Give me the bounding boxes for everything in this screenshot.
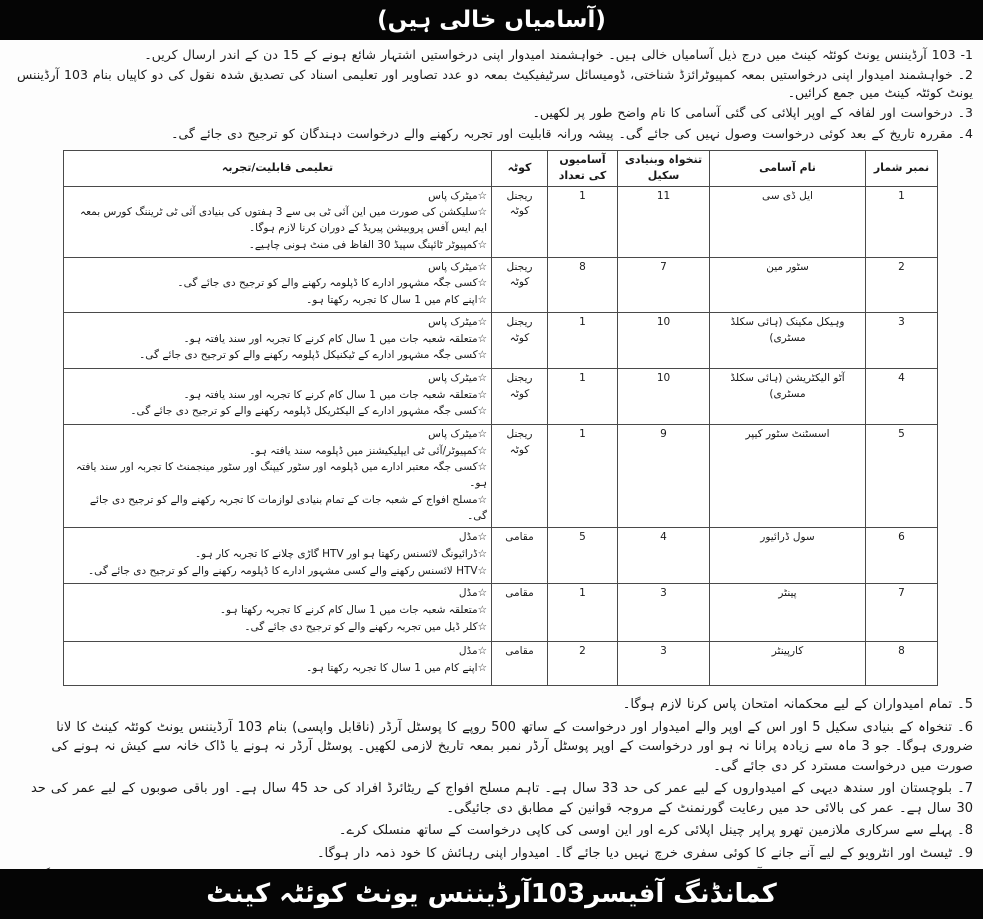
table-row [64,584,938,642]
qualification-line: ☆متعلقہ شعبہ جات میں 1 سال کام کرنے کا تجربہ اور سند یافتہ ہو۔ [183,388,487,401]
cell-pay-scale: 9 [618,424,710,528]
cell-pay-scale: 3 [618,584,710,642]
cell-post-name: کارپینٹر [710,642,866,686]
cell-quota: مقامی [492,642,548,686]
cell-serial: 8 [866,642,938,686]
table-row [64,642,938,686]
qualification-line: ☆میٹرک پاس [428,260,487,273]
note-1: 1- 103 آرڈیننس یونٹ کوئٹہ کینٹ میں درج ذیل آسامیاں خالی ہیں۔ خواہشمند امیدوار اپنی درخواستیں اشتہار شائع ہونے کے 15 دن کے اندر ارسال کریں۔ [144,47,973,62]
cell-qualifications [64,186,492,257]
table-row [64,257,938,312]
cell-qualifications [64,257,492,312]
cell-quota: ریجنل کوٹہ [492,312,548,368]
table-row [64,312,938,368]
cell-posts-count: 1 [548,424,618,528]
qualification-line: ☆میٹرک پاس [428,427,487,440]
cell-quota: ریجنل کوٹہ [492,186,548,257]
table-row [64,368,938,424]
cell-posts-count: 1 [548,186,618,257]
cell-quota: ریجنل کوٹہ [492,368,548,424]
note-2: 2۔ خواہشمند امیدوار اپنی درخواستیں بمعہ کمپیوٹرائزڈ شناختی، ڈومیسائل سرٹیفیکیٹ بمعہ دو عدد تصاویر اور تعلیمی اسناد کی تصدیق شدہ نقول کی دو کاپیاں بنام 103 آرڈیننس یونٹ کوئٹہ کینٹ میں جمع کرائیں۔ [17,67,973,101]
cell-qualifications [64,584,492,642]
cell-pay-scale: 3 [618,642,710,686]
cell-qualifications [64,312,492,368]
qualification-line: ☆کسی جگہ مشہور ادارے کے الیکٹریکل ڈپلومہ رکھنے والے کو ترجیح دی جائے گی۔ [130,405,487,418]
advert-footer-banner [0,869,983,919]
cell-serial: 4 [866,368,938,424]
header-posts-count: آسامیوں کی تعداد [548,150,618,186]
cell-post-name: سٹور مین [710,257,866,312]
qualification-line: ☆میٹرک پاس [428,371,487,384]
vacancies-table [63,150,938,687]
qualification-line: ☆کسی جگہ معتبر ادارے میں ڈپلومہ اور سٹور کیپنگ اور سٹور مینجمنٹ کا تجربہ اور سند یافتہ ہو۔ [76,461,487,490]
cell-post-name: پینٹر [710,584,866,642]
note-3: 3۔ درخواست اور لفافہ کے اوپر اپلائی کی گئی آسامی کا نام واضح طور پر لکھیں۔ [532,105,973,121]
cell-quota: مقامی [492,584,548,642]
header-post-name: نام آسامی [710,150,866,186]
cell-posts-count: 1 [548,584,618,642]
cell-post-name: ایل ڈی سی [710,186,866,257]
header-serial: نمبر شمار [866,150,938,186]
cell-post-name: وہیکل مکینک (ہائی سکلڈ مسٹری) [710,312,866,368]
qualification-line: ☆کسی جگہ مشہور ادارے کا ڈپلومہ رکھنے والے کو ترجیح دی جائے گی۔ [177,277,487,290]
qualification-line: ☆میٹرک پاس [428,315,487,328]
cell-posts-count: 1 [548,368,618,424]
cell-serial: 1 [866,186,938,257]
qualification-line: ☆مڈل [458,645,487,658]
cell-posts-count: 1 [548,312,618,368]
qualification-line: ☆متعلقہ شعبہ جات میں 1 سال کام کرنے کا تجربہ رکھتا ہو۔ [219,604,487,617]
qualification-line: ☆کمپیوٹر/آئی ٹی ایپلیکیشنز میں ڈپلومہ سند یافتہ ہو۔ [249,444,487,457]
issuing-authority: کمانڈنگ آفیسر103آرڈیننس یونٹ کوئٹہ کینٹ [206,879,777,909]
qualification-line: ☆مسلح افواج کے شعبہ جات کے تمام بنیادی لوازمات کا تجربہ رکھنے والے کو ترجیح دی جائے گی۔ [89,493,487,522]
note-4: 4۔ مقررہ تاریخ کے بعد کوئی درخواست وصول نہیں کی جائے گی۔ پیشہ ورانہ قابلیت اور تجربہ رکھنے والے درخواست دہندگان کو ترجیح دی جائے گی۔ [171,125,973,141]
instructions-top [0,40,983,147]
qualification-line: ☆میٹرک پاس [428,189,487,202]
qualification-line: ☆HTV لائسنس رکھنے والے کسی مشہور ادارے کا ڈپلومہ رکھنے والے کو ترجیح دی جائے گی۔ [87,564,487,577]
cell-serial: 2 [866,257,938,312]
note-7: 7۔ بلوچستان اور سندھ دیہی کے امیدواروں کے لیے عمر کی حد 33 سال ہے۔ تاہم مسلح افواج کے ریٹائرڈ افراد کی حد 45 سال ہے۔ اور باقی صوبوں کے لیے عمر کی حد 30 سال ہے۔ عمر کی بالائی حد میں رعایت گورنمنٹ کے مروجہ قوانین کے مطابق دی جائیگی۔ [30,781,973,816]
qualification-line: ☆سلیکشن کی صورت میں این آئی ٹی بی سے 3 ہفتوں کی بنیادی آئی ٹی ٹریننگ کورس بمعہ ایم ایس آفس پروبیشن پیریڈ کے دوران کرنا لازم ہوگا۔ [79,206,487,235]
advert-header-banner [0,0,983,40]
note-9: 9۔ ٹیسٹ اور انٹرویو کے لیے آنے جانے کا کوئی سفری خرچ نہیں دیا جائے گا۔ امیدوار اپنی رہائش کا خود ذمہ دار ہوگا۔ [316,845,973,861]
table-row [64,528,938,584]
cell-serial: 7 [866,584,938,642]
cell-qualifications [64,368,492,424]
cell-pay-scale: 4 [618,528,710,584]
cell-serial: 3 [866,312,938,368]
cell-quota: ریجنل کوٹہ [492,424,548,528]
cell-posts-count: 5 [548,528,618,584]
qualification-line: ☆ڈرائیونگ لائسنس رکھتا ہو اور HTV گاڑی چلانے کا تجربہ کار ہو۔ [195,548,487,561]
cell-qualifications [64,642,492,686]
cell-pay-scale: 7 [618,257,710,312]
cell-post-name: سول ڈرائیور [710,528,866,584]
instructions-bottom [0,691,983,891]
header-quota: کوٹہ [492,150,548,186]
qualification-line: ☆کلر ڈیل میں تجربہ رکھنے والے کو ترجیح دی جائے گی۔ [244,620,487,633]
cell-post-name: آٹو الیکٹریشن (ہائی سکلڈ مسٹری) [710,368,866,424]
qualification-line: ☆کسی جگہ مشہور ادارے کے ٹیکنیکل ڈپلومہ رکھنے والے کو ترجیح دی جائے گی۔ [139,349,487,362]
qualification-line: ☆اپنے کام میں 1 سال کا تجربہ رکھتا ہو۔ [306,294,487,307]
cell-serial: 6 [866,528,938,584]
cell-posts-count: 8 [548,257,618,312]
cell-qualifications [64,528,492,584]
qualification-line: ☆مڈل [458,531,487,544]
cell-pay-scale: 11 [618,186,710,257]
cell-serial: 5 [866,424,938,528]
cell-quota: مقامی [492,528,548,584]
note-6: 6۔ تنخواہ کے بنیادی سکیل 5 اور اس کے اوپر والے امیدوار اور درخواست کے ساتھ 500 روپے کا پوسٹل آرڈر (ناقابل واپسی) بنام 103 آرڈیننس یونٹ کوئٹہ کینٹ کا لانا ضروری ہوگا۔ جو 3 ماہ سے زیادہ پرانا نہ ہو اور درخواست کے اوپر پوسٹل آرڈر نمبر بمعہ تاریخ لازمی لکھیں۔ پوسٹل آرڈر نہ ہونے یا ڈاک خانہ سے کیش نہ ہونے کی صورت میں درخواست مسترد کر دی جائے گی۔ [51,719,973,774]
cell-post-name: اسسٹنٹ سٹور کیپر [710,424,866,528]
note-5: 5۔ تمام امیدواران کے لیے محکمانہ امتحان پاس کرنا لازم ہوگا۔ [622,697,973,713]
qualification-line: ☆مڈل [458,587,487,600]
cell-pay-scale: 10 [618,368,710,424]
cell-qualifications [64,424,492,528]
cell-quota: ریجنل کوٹہ [492,257,548,312]
note-8: 8۔ پہلے سے سرکاری ملازمین تھرو پراپر چینل اپلائی کرے اور این اوسی کی کاپی درخواست کے ساتھ منسلک کرے۔ [338,823,973,839]
header-pay-scale: تنخواہ وبنیادی سکیل [618,150,710,186]
cell-pay-scale: 10 [618,312,710,368]
cell-posts-count: 2 [548,642,618,686]
qualification-line: ☆اپنے کام میں 1 سال کا تجربہ رکھتا ہو۔ [306,662,487,675]
table-row [64,424,938,528]
qualification-line: ☆کمپیوٹر ٹائپنگ سپیڈ 30 الفاظ فی منٹ ہونی چاہیے۔ [248,238,487,251]
advert-title: (آسامیاں خالی ہیں) [377,7,606,33]
qualification-line: ☆متعلقہ شعبہ جات میں 1 سال کام کرنے کا تجربہ اور سند یافتہ ہو۔ [183,332,487,345]
table-header-row [64,150,938,186]
table-row [64,186,938,257]
header-qualification: تعلیمی قابلیت/تجربہ [64,150,492,186]
